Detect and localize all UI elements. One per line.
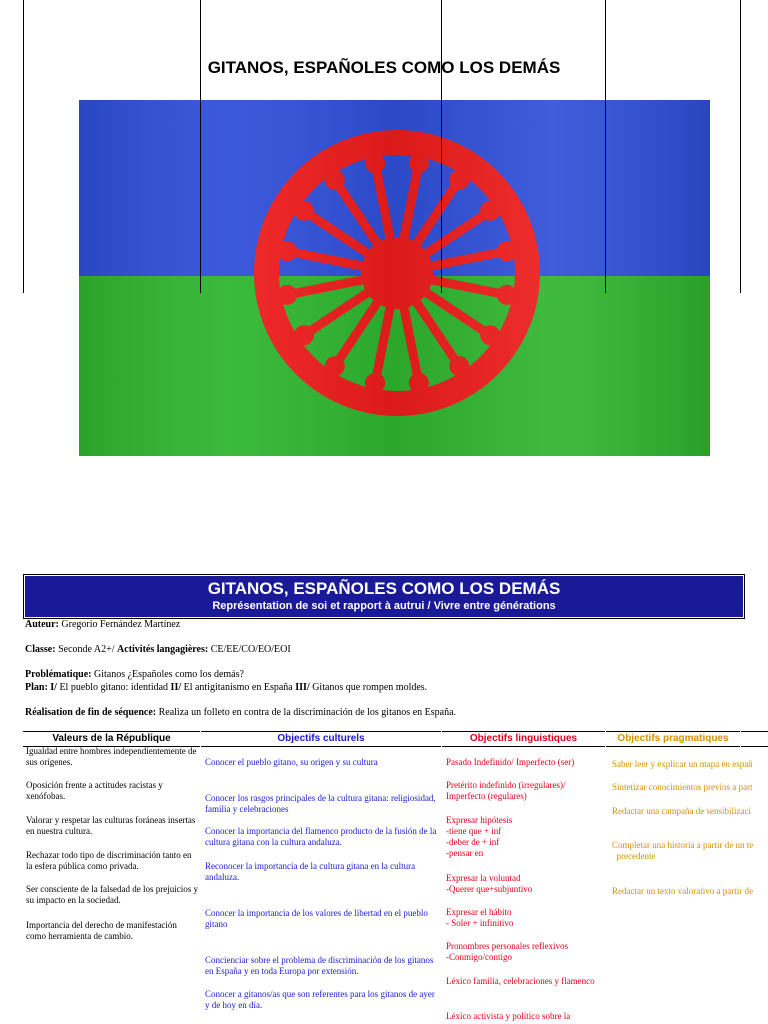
valeur-item: Valorar y respetar las culturas foráneas insertas en nuestra cultura. — [26, 815, 196, 836]
linguistique-item: Expresar hipótesis -tiene que + inf -deber de + inf -pensar en — [446, 815, 513, 858]
linguistique-item: Pretérito indefinido (irregulares)/ Imperfecto (regulares) — [446, 780, 566, 801]
header-linguistiques: Objectifs linguistiques — [442, 731, 605, 747]
banner-title: GITANOS, ESPAÑOLES COMO LOS DEMÁS — [207, 579, 561, 598]
linguistique-item: Expresar la voluntad -Querer que+subjuntivo — [446, 873, 533, 894]
valeur-item: Oposición frente a actitudes racistas y xenófobas. — [26, 780, 163, 801]
auteur-line: Auteur: Gregorio Fernández Martínez — [25, 619, 181, 630]
valeur-item: Ser consciente de la falsedad de los prejuicios y su impacto en la sociedad. — [26, 884, 198, 905]
valeur-item: Rechazar todo tipo de discriminación tanto en la esfera pública como privada. — [26, 850, 192, 871]
pragmatique-item: Completar una historia a partir de un te precedente — [612, 840, 754, 861]
valeur-item: Importancia del derecho de manifestación como herramienta de cambio. — [26, 920, 177, 941]
linguistique-item: Léxico activista y político sobre la — [446, 1011, 571, 1021]
realisation-line: Réalisation de fin de séquence: Realiza un folleto en contra de la discriminación de los gitanos en España. — [25, 707, 457, 718]
linguistique-item: Pasado Indefinido/ Imperfecto (ser) — [446, 757, 575, 767]
header-culturels: Objectifs culturels — [201, 731, 441, 747]
culturel-item: Conocer la importancia del flamenco producto de la fusión de la cultura gitana con la cultura andaluza. — [205, 826, 437, 847]
linguistique-item: Pronombres personales reflexivos -Conmigo/contigo — [446, 941, 568, 962]
sequence-banner — [23, 574, 745, 619]
valeur-item: Igualdad entre hombres independientemente de sus orígenes. — [26, 746, 197, 767]
banner-subtitle: Représentation de soi et rapport à autrui / Vivre entre générations — [212, 600, 556, 612]
pragmatique-item: Redactar un texto valorativo a partir de — [612, 886, 753, 896]
pragmatique-item: Sintetizar conocimientos previos a part — [612, 782, 753, 792]
culturel-item: Conocer la importancia de los valores de libertad en el pueblo gitano — [205, 908, 428, 929]
culturel-item: Conocer a gitanos/as que son referentes para los gitanos de ayer y de hoy en día. — [205, 989, 435, 1010]
pragmatique-item: Saber leer y explicar un mapa en españ — [612, 759, 753, 769]
classe-line: Classe: Seconde A2+/ Activités langagières: CE/EE/CO/EO/EOI — [25, 644, 291, 655]
culturel-item: Concienciar sobre el problema de discriminación de los gitanos en España y en toda Europa por extensión. — [205, 955, 434, 976]
culturel-item: Conocer los rasgos principales de la cultura gitana: religiosidad, familia y celebraciones — [205, 793, 436, 814]
culturel-item: Conocer el pueblo gitano, su origen y su cultura — [205, 757, 378, 767]
header-pragmatiques: Objectifs pragmatiques — [606, 731, 740, 747]
pragmatique-item: Redactar una campaña de sensibilizaci — [612, 806, 751, 816]
problematique-line: Problématique: Gitanos ¿Españoles como los demás? — [25, 669, 244, 680]
linguistique-item: Léxico familia, celebraciones y flamenco — [446, 976, 595, 986]
linguistique-item: Expresar el hábito - Soler + infinitivo — [446, 907, 514, 928]
romani-flag-image — [79, 100, 710, 456]
plan-line: Plan: I/ El pueblo gitano: identidad II/ El antigitanismo en España III/ Gitanos que rompen moldes. — [25, 682, 428, 693]
page-title: GITANOS, ESPAÑOLES COMO LOS DEMÁS — [207, 58, 561, 77]
culturel-item: Reconocer la importancia de la cultura gitana en la cultura andaluza. — [205, 861, 416, 882]
header-valeurs: Valeurs de la République — [23, 731, 200, 747]
